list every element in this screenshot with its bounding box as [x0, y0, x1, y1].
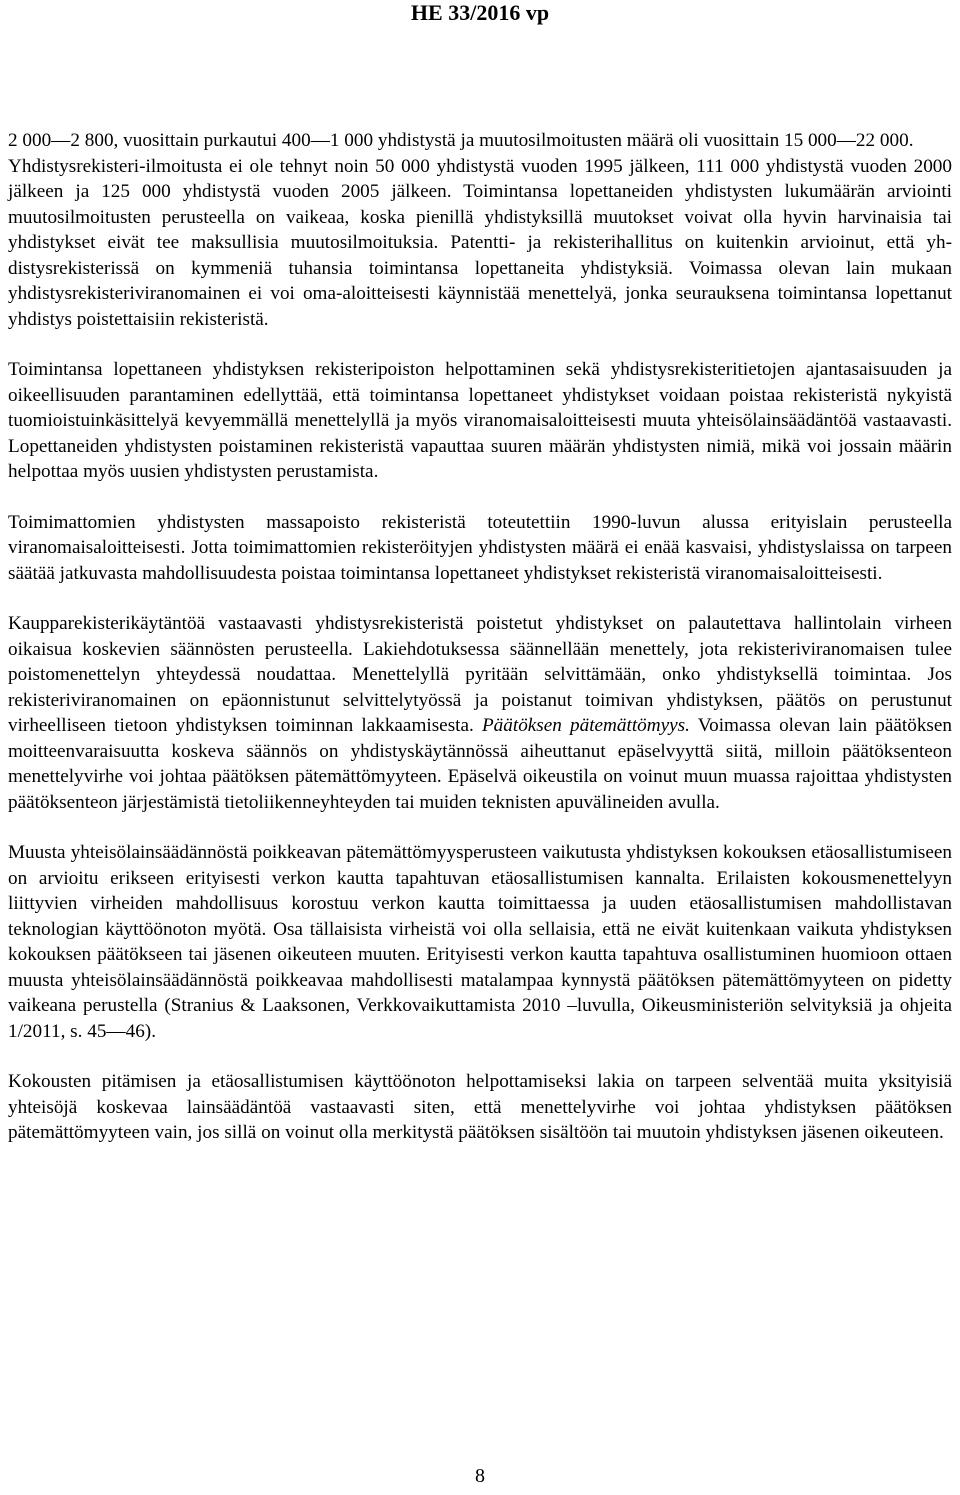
- paragraph: Toimintansa lopettaneen yhdistyksen rekisteripoiston helpottaminen sekä yhdistysrekisteritietojen ajantasaisuuden ja oikeellisuuden parantaminen edellyttää, että toimintansa lopettaneet yhdistykset voidaan poistaa rekisteristä nykyistä tuomioistuinkäsittelyä kevyemmällä menettelyllä ja myös viranomaisaloitteisesti muuta yhteisölainsäädäntöä vastaavasti. Lopettaneiden yhdistysten poistaminen rekisteristä vapauttaa suuren määrän yhdistysten nimiä, mikä voi jossain määrin helpottaa myös uusien yhdistysten perustamista.: [8, 359, 952, 482]
- document-id: HE 33/2016 vp: [410, 0, 550, 25]
- paragraph: Muusta yhteisölainsäädännöstä poikkeavan pätemättömyysperusteen vaikutusta yhdistyksen kokouksen etäosallistumiseen on arvioitu erikseen erityisesti verkon kautta tapahtuvan etäosallistumisen kannalta. Erilaisten kokousmenettelyyn liittyvien virheiden mahdollisuus korostuu verkon kautta toimittaessa ja uuden etäosallistumisen mahdollistavan teknologian käyttöönoton myötä. Osa tällaisista virheistä voi olla sellaisia, että ne eivät kuitenkaan vaikuta yhdistyksen kokouksen päätökseen tai jäsenen oikeuteen muuten. Erityisesti verkon kautta tapahtuva osallistuminen huomioon ottaen muusta yhteisölainsäädännöstä poikkeavaa mahdollisesti matalampaa kynnystä päätöksen pätemättömyyteen on pidetty vaikeana perustella (Stranius & Laaksonen, Verkkovaikuttamista 2010 –luvulla, Oikeusministeriön selvityksiä ja ohjeita 1/2011, s. 45—46).: [8, 842, 952, 1042]
- paragraph-text: Kaupparekisterikäytäntöä vastaavasti yhdistysrekisteristä poistetut yhdistykset on palautettava hallintolain virheen oikaisua koskevien säännösten perusteella. Lakiehdotuksessa säännellään menettely, jota rekisteriviranomaisen tulee poistomenettelyn yhteydessä noudattaa. Menettelyllä pyritään selvittämään, onko yhdistyksellä toimintaa. Jos rekisteriviranomainen on epäonnistunut selvittelytyössä ja poistanut toimivan yhdistyksen, päätös on perustunut virheelliseen tietoon yhdistyksen toiminnan lakkaamisesta.: [8, 613, 952, 736]
- paragraph: Toimimattomien yhdistysten massapoisto rekisteristä toteutettiin 1990-luvun alussa erityislain perusteella viranomaisaloitteisesti. Jotta toimimattomien rekisteröityjen yhdistysten määrä ei enää kasvaisi, yhdistyslaissa on tarpeen säätää jatkuvasta mahdollisuudesta poistaa toimintansa lopettaneet yhdistykset rekisteristä viranomaisaloitteisesti.: [8, 511, 952, 584]
- paragraph: Yhdistysrekisteri-ilmoitusta ei ole tehnyt noin 50 000 yhdistystä vuoden 1995 jälkeen, 111 000 yhdistystä vuoden 2000 jälkeen ja 125 000 yhdistystä vuoden 2005 jälkeen. Toimintansa lopettaneiden yhdistysten lukumäärän arviointi muutosilmoitusten perusteella on vaikeaa, koska pienillä yhdistyksillä muutokset voivat olla hyvin harvinaisia tai yhdistykset eivät tee maksullisia muutosilmoituksia. Patentti- ja rekisterihallitus on kuitenkin arvioinut, että yhdistysrekisterissä on kymmeniä tuhansia toimintansa lopettaneita yhdistyksiä. Voimassa olevan lain mukaan yhdistysrekisteriviranomainen ei voi oma-aloitteisesti käynnistää menettelyä, jonka seurauksena toimintansa lopettanut yhdistys poistettaisiin rekisteristä.: [8, 155, 952, 330]
- paragraph: [8, 611, 952, 815]
- paragraph: Kokousten pitämisen ja etäosallistumisen käyttöönoton helpottamiseksi lakia on tarpeen selventää muita yksityisiä yhteisöjä koskevaa lainsäädäntöä vastaavasti siten, että menettelyvirhe voi johtaa yhdistyksen päätöksen pätemättömyyteen vain, jos sillä on voinut olla merkitystä päätöksen sisältöön tai muutoin yhdistyksen jäsenen oikeuteen.: [8, 1071, 952, 1143]
- paragraph-text: Voimassa olevan lain päätöksen moitteenvaraisuutta koskeva säännös on yhdistyskäytännössä aiheuttanut epäselvyyttä siitä, milloin päätöksenteon menettelyvirhe voi johtaa päätöksen pätemättömyyteen. Epäselvä oikeustila on voinut muun muassa rajoittaa yhdistysten päätöksenteon järjestämistä tietoliikenneyhteyden tai muiden teknisten apuvälineiden avulla.: [8, 715, 952, 813]
- page-number: 8: [475, 1465, 485, 1487]
- document-header: [0, 0, 960, 26]
- italic-heading: Päätöksen pätemättömyys.: [481, 715, 690, 736]
- document-body: [8, 128, 952, 1171]
- paragraph: 2 000—2 800, vuosittain purkautui 400—1 000 yhdistystä ja muutosilmoitusten määrä oli vuosittain 15 000—22 000.: [8, 130, 914, 151]
